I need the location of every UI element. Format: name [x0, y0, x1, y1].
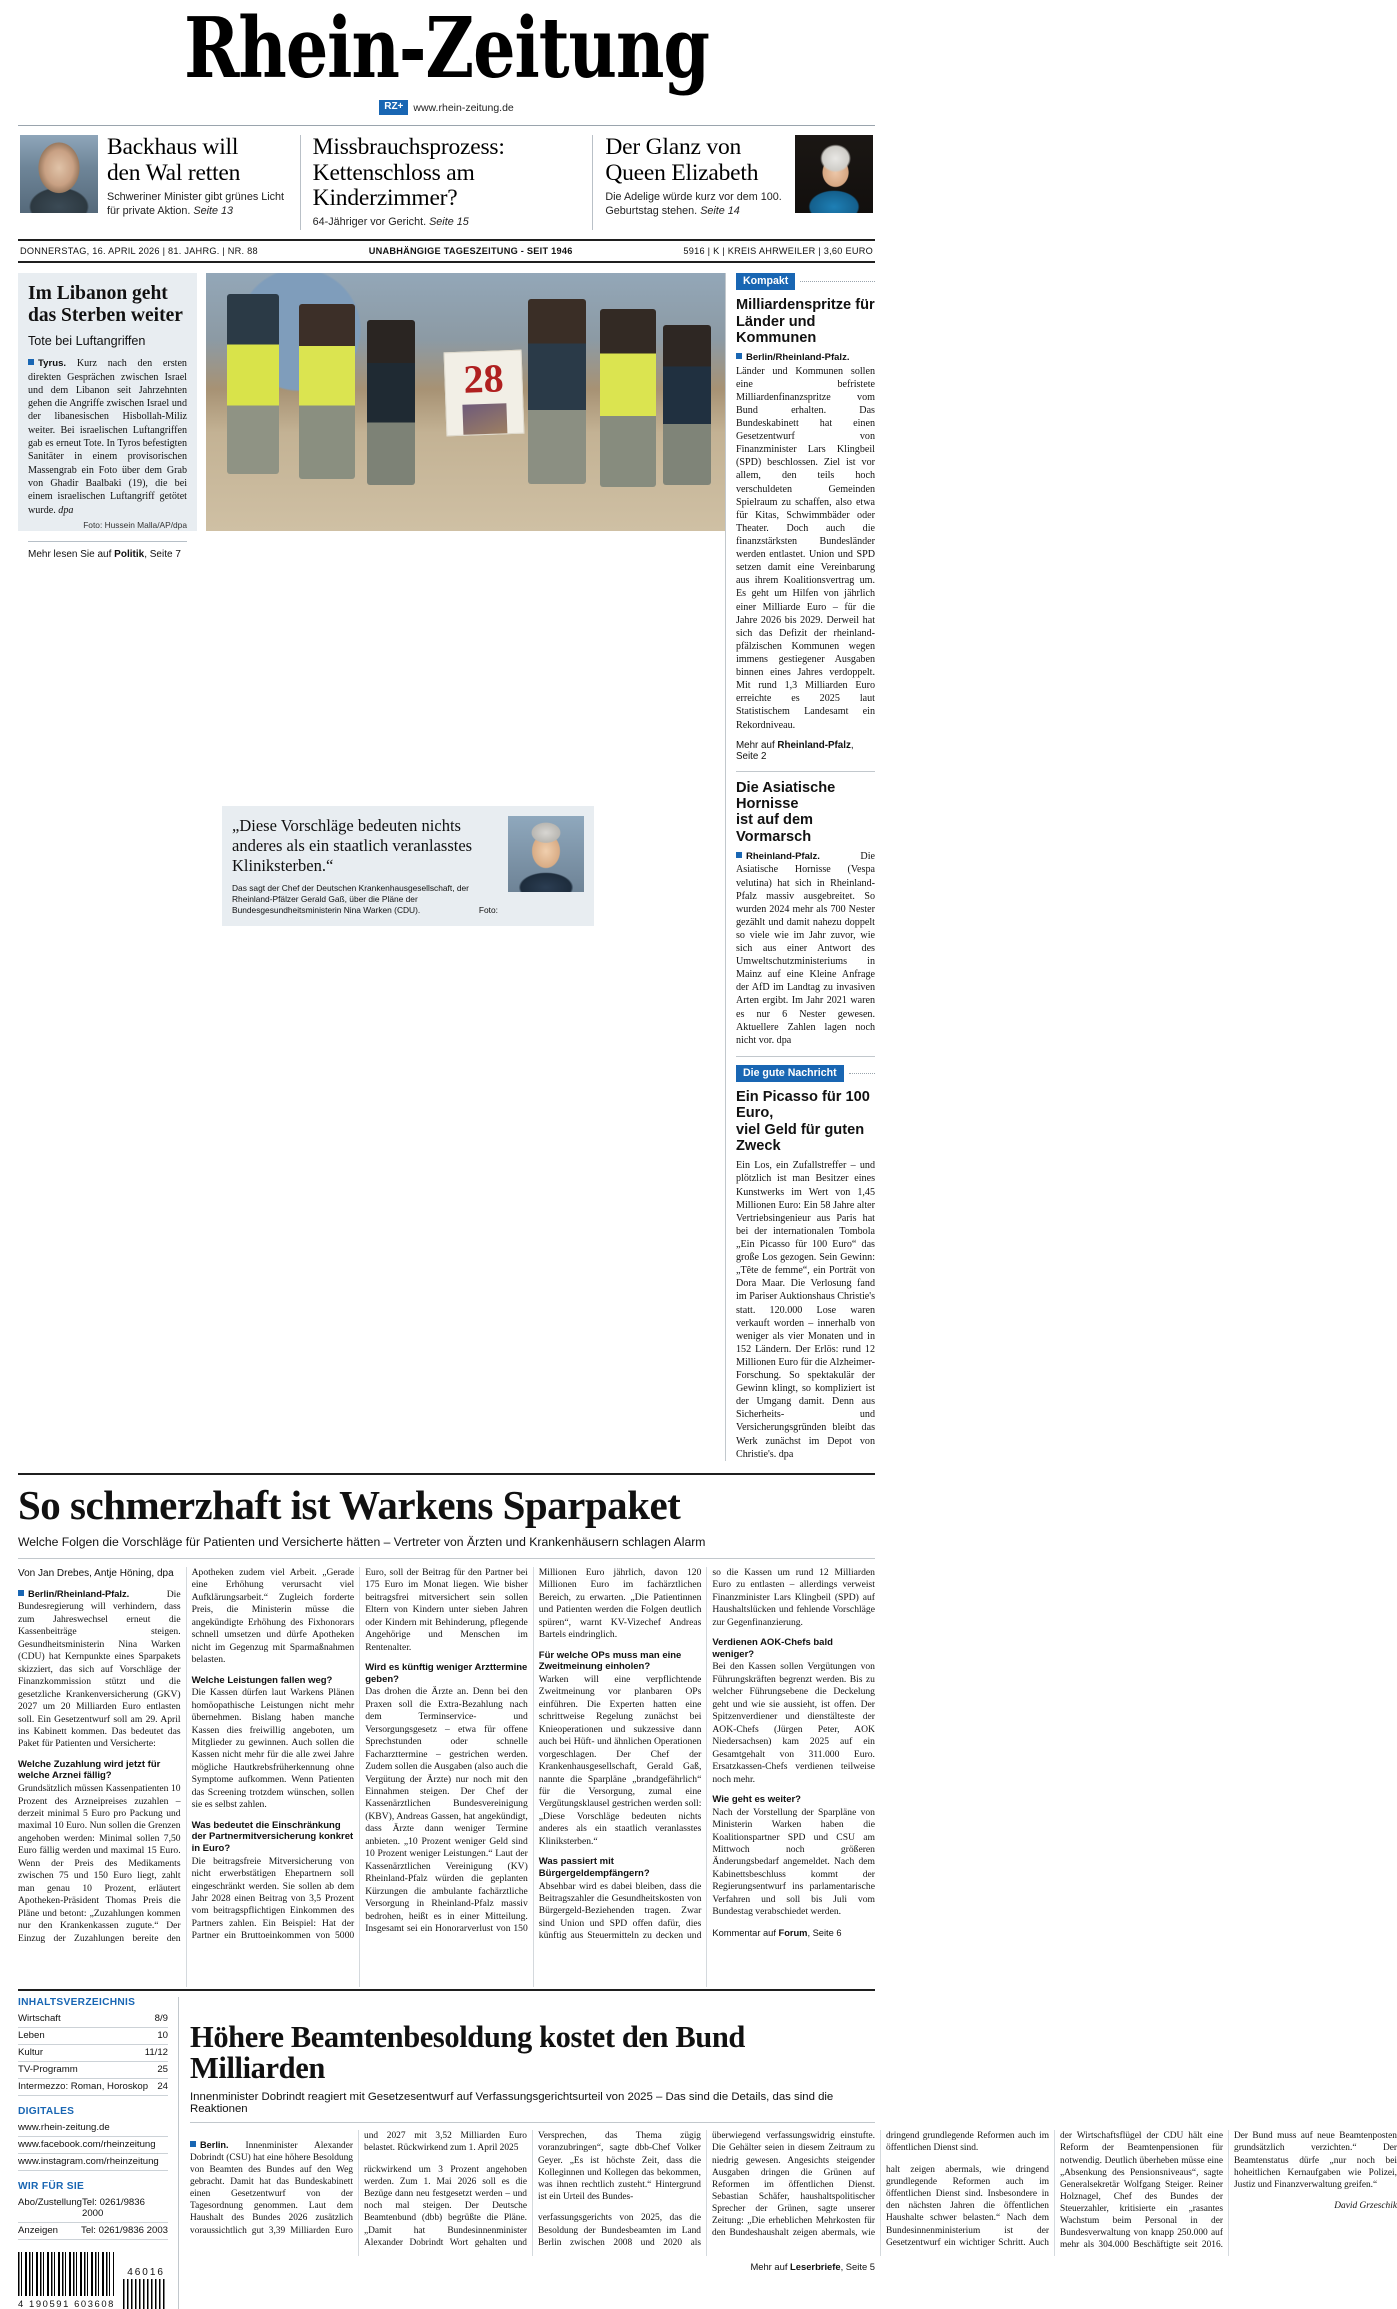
- libanon-headline: Im Libanon geht das Sterben weiter: [28, 283, 183, 327]
- bottom-story-more-link[interactable]: Mehr auf Leserbriefe, Seite 5: [750, 2261, 875, 2273]
- pull-quote-wrapper: [222, 800, 594, 934]
- kompakt-item-milliardenspritze[interactable]: [736, 297, 875, 761]
- sign-portrait-photo: [462, 403, 507, 435]
- kompakt-more-link[interactable]: Mehr auf Rheinland-Pfalz, Seite 2: [736, 739, 854, 762]
- ean-barcode: [18, 2252, 114, 2296]
- main-story-top-rule: [18, 1473, 875, 1475]
- teaser-photo-backhaus: [20, 135, 98, 213]
- main-story-answer: Die Kassen dürfen laut Warkens Plänen homöopathische Leistungen nicht mehr übernehmen. Bislang haben manche Kassen dies freiwillig angeboten, um Mitglieder zu gewinnen. Auch sollen die Kassen nicht mehr für die alle zwei Jahre mögliche Hautkrebsfrüherkennung ohne Symptome aufkommen. Wenn Patienten das Screening trotzdem wünschen, sollen sie es selbst zahlen.: [191, 1687, 355, 1811]
- toc-row[interactable]: Kultur 11/12: [18, 2045, 168, 2062]
- main-story-rule: [18, 1558, 875, 1559]
- gute-nachricht-headline: Ein Picasso für 100 Euro, viel Geld für guten Zweck: [736, 1088, 870, 1154]
- bottom-story-author: David Grzeschik: [1334, 2201, 1397, 2212]
- kompakt-headline: Milliardenspritze für Länder und Kommunen: [736, 297, 875, 346]
- main-story-question: Was bedeutet die Einschränkung der Partnermitversicherung konkret in Euro?: [191, 1819, 354, 1854]
- teaser-missbrauchsprozess[interactable]: [300, 135, 593, 230]
- libanon-dek: Tote bei Luftangriffen: [28, 333, 146, 348]
- bottom-story-rule: [190, 2122, 875, 2123]
- main-story-question: Wie geht es weiter?: [712, 1794, 801, 1805]
- tag-rule: [800, 281, 875, 282]
- libanon-photo-credit: Foto: Hussein Malla/AP/dpa: [83, 519, 187, 530]
- masthead: [18, 0, 875, 115]
- table-of-contents: [18, 1997, 178, 2309]
- teaser-photo-queen: [795, 135, 873, 213]
- bottom-story-headline: Höhere Beamtenbesoldung kostet den Bund Milliarden: [190, 2020, 745, 2086]
- bullet-square-icon: [190, 2141, 196, 2147]
- kompakt-body: Rheinland-Pfalz. Die Asiatische Hornisse (Vespa velutina) hat sich in Rheinland-Pfalz massiv ausgebreitet. So wurden 2024 mehr als 700 Nester gezählt und damit nahezu doppelt so viele wie im Jahr zuvor, wie sich aus einer Antwort des Umweltschutzministeriums in Mainz auf eine Kleine Anfrage der AfD im Landtag zu invasiven Arten ergibt. Im Jahr 2021 waren es nur 6 Nester gewesen. Aktuellere Zahlen lagen noch nicht vor. dpa: [736, 851, 875, 1046]
- bottom-story-paragraph: rückwirkend um 3 Prozent angehoben werden. Zum 1. Mai 2026 soll es die Bezüge dann neu festgesetzt werden – und noch mal steigen. Der Deutsche Beamtenbund (dbb) begrüßte die Pläne. „Damit hat Bundesinnenminister Alexander Dobrindt Wort gehalten und Versprechen, das Thema zügig voranzubringen“, sagte dbb-Chef Volker Geyer. „Es ist höchste Zeit, dass die Kolleginnen und Kollegen das bekommen, was ihnen rechtlich zusteht.“ Hintergrund ist ein Urteil des Bundes-: [364, 2131, 701, 2248]
- gute-nachricht-label: Die gute Nachricht: [736, 1065, 844, 1082]
- libanon-text: Kurz nach den ersten direkten Gesprächen zwischen Israel und dem Libanon seit Jahrzehnten gehen die Angriffe zwischen Israel und der libanesischen Hisbollah-Miliz weiter. Bei israelischen Luftangriffen gab es erneut Tote. In Tyros befestigten Sanitäter in einem provisorischen Massengrab ein Foto über dem Grab von Ghadir Baalbaki (19), die bei einem israelischen Luftangriff getötet wurde.: [28, 357, 187, 516]
- barcode-area: [18, 2252, 168, 2309]
- bullet-square-icon: [736, 353, 742, 359]
- bottom-story-dek: Innenminister Dobrindt reagiert mit Gesetzesentwurf auf Verfassungsgerichtsurteil von 2025 – Das sind die Details, das sind die Reaktionen: [190, 2091, 834, 2116]
- libanon-agency: dpa: [58, 504, 74, 516]
- bottom-story: [178, 1997, 1397, 2309]
- kompakt-item-picasso[interactable]: [736, 1089, 875, 1461]
- issue-number: 46016: [127, 2266, 165, 2278]
- digitales-link-instagram[interactable]: www.instagram.com/rheinzeitung: [18, 2154, 168, 2171]
- secondary-barcode: [123, 2279, 165, 2309]
- main-story-question: Welche Zuzahlung wird jetzt für welche Arznei fällig?: [18, 1758, 161, 1782]
- teaser-backhaus[interactable]: [18, 135, 300, 230]
- dateline-center: UNABHÄNGIGE TAGESZEITUNG - SEIT 1946: [368, 246, 573, 257]
- barcode-digits: 4 190591 603608: [18, 2297, 115, 2309]
- main-story-answer: Das drohen die Ärzte an. Denn bei den Praxen soll die Extra-Bezahlung nach dem Terminservice- und Versorgungsgesetz – etwa für offene Sprechstunden oder schnelle Facharzttermine – gestrichen werden. Zudem sollen die Ausgaben (also auch die Vergütung der Ärzte) nur noch mit den Einnahmen steigen. Der Chef der Kassenärztlichen Bundesvereinigung (KBV), Andreas Gassen, hat angekündigt, dass Ärzte dann weniger Termine anbieten. „10 Prozent weniger Geld sind 10 Prozent weniger Leistungen.“ Laut der Kassenärztlichen Vereinigung (KV) Rheinland-Pfalz würden die geplanten Kürzungen die ambulante fachärztliche Versorgung in Rheinland-Pfalz massiv bedrohen, heißt es in einer Mitteilung. Insgesamt sei ein Honorarverlust von 150 Millionen Euro jährlich, davon 120 Millionen Euro im fachärztlichen Bereich, zu erwarten. „Die Patientinnen und Patienten werden die Folgen deutlich spüren“, warnt KV-Vizechef Andreas Bartels eindringlich.: [365, 1566, 702, 1935]
- pull-quote-text: „Diese Vorschläge bedeuten nichts anderes als ein staatlich veranlasstes Kliniksterben.“: [232, 816, 473, 876]
- main-story-answer: Die beitragsfreie Mitversicherung von nicht erwerbstätigen Ehepartnern soll eingeschränkt werden. Sie sollen ab dem Jahr 2028 einen Beitrag von 3,5 Prozent vom beitragspflichtigen Einkommen des Partners zahlen. Ein Beispiel: Hat der Partner ein Bruttoeinkommen von 5000 Euro, soll der Beitrag für den Partner bei 175 Euro im Monat liegen. Wie bisher beitragsfrei mitversichert sein sollen Eltern von Kindern unter sieben Jahren oder Kindern mit Behinderung, pflegende Angehörige und Menschen im Rentenalter.: [191, 1566, 528, 1942]
- service-row-anzeigen[interactable]: Anzeigen Tel: 0261/9836 2003: [18, 2223, 168, 2240]
- main-story-question: Welche Leistungen fallen weg?: [191, 1674, 333, 1686]
- main-story-byline: Von Jan Drebes, Antje Höning, dpa: [18, 1567, 174, 1579]
- main-story-answer: Warken will eine verpflichtende Zweitmeinung vor planbaren OPs einführen. Die Experten hatten eine schrittweise Regelung zunächst bei Knieoperationen und sukzessive dann auch bei Hüft- und ähnlichen Operationen vorgeschlagen. Der Chef der Krankenhausgesellschaft, Gerald Gaß, nannte die Sparpläne „brandgefährlich“ für die Versorgung, zumal eine Vergütungsklausel gestrichen werden soll: „Diese Vorschläge bedeuten nichts anderes als ein staatlich veranlasstes Kliniksterben.“: [538, 1673, 702, 1847]
- main-story: [18, 1461, 875, 1987]
- main-story-question: Was passiert mit Bürgergeldempfängern?: [538, 1856, 650, 1879]
- kompakt-item-hornisse[interactable]: [736, 780, 875, 1047]
- main-story-columns: [18, 1567, 875, 1987]
- kompakt-column: [725, 273, 875, 1461]
- rz-plus-badge[interactable]: RZ+: [379, 100, 408, 115]
- digitales-link-facebook[interactable]: www.facebook.com/rheinzeitung: [18, 2137, 168, 2154]
- dateline-right: 5916 | K | KREIS AHRWEILER | 3,60 EURO: [683, 246, 873, 257]
- dateline-left: DONNERSTAG, 16. APRIL 2026 | 81. JAHRG. | NR. 88: [20, 246, 258, 257]
- main-story-answer: Absehbar wird es dabei bleiben, dass die Beitragszahler die Gesundheitskosten von Bürgergeld-Beziehenden tragen. Zwar sind Union und SPD offen dafür, dies künftig aus Steuermitteln zu decken und so die Kassen um rund 12 Milliarden Euro zu entlasten – allerdings verweist Finanzminister Lars Klingbeil (SPD) auf Haushaltslücken und fehlende Vorschläge zur Gegenfinanzierung.: [538, 1566, 875, 1942]
- teaser-headline: Missbrauchsprozess: Kettenschloss am Kinderzimmer?: [312, 134, 505, 212]
- teaser-strip: [18, 126, 875, 239]
- kompakt-headline: Die Asiatische Hornisse ist auf dem Vormarsch: [736, 779, 836, 845]
- website-url[interactable]: www.rhein-zeitung.de: [413, 101, 514, 114]
- pull-quote-portrait-gerald-gass: [508, 816, 584, 892]
- masthead-subline: [18, 100, 875, 115]
- teaser-dek: 64-Jähriger vor Gericht. Seite 15: [312, 216, 469, 229]
- toc-row[interactable]: Leben 10: [18, 2028, 168, 2045]
- pull-quote-box: [222, 806, 594, 926]
- libanon-body: [28, 357, 187, 517]
- pull-quote-attribution: Das sagt der Chef der Deutschen Krankenhausgesellschaft, der Rheinland-Pfälzer Gerald Gaß, über die Pläne der Bundesgesundheitsministerin Nina Warken (CDU). Foto:: [232, 883, 498, 916]
- bottom-story-paragraph: Berlin. Innenminister Alexander Dobrindt (CSU) hat eine höhere Besoldung von Beamten des Bundes auf den Weg gebracht. Damit hat das Bundeskabinett einen Gesetzentwurf von der Tagesordnung genommen. Laut dem Haushalt des Bundes 2026 zusätzlich voraussichtlich gut 3,39 Milliarden Euro und 2027 mit 3,52 Milliarden Euro belastet. Rückwirkend zum 1. April 2025: [190, 2131, 527, 2236]
- libanon-more-link[interactable]: Mehr lesen Sie auf Politik, Seite 7: [28, 541, 187, 560]
- bullet-square-icon: [18, 1590, 24, 1596]
- tag-rule: [849, 1073, 875, 1074]
- libanon-location: Tyrus.: [38, 357, 67, 369]
- grave-marker-sign: [443, 349, 524, 436]
- digitales-title: DIGITALES: [18, 2105, 75, 2117]
- toc-row[interactable]: Intermezzo: Roman, Horoskop 24: [18, 2079, 168, 2096]
- newspaper-title: Rhein-Zeitung: [184, 0, 709, 98]
- sign-number: 28: [462, 354, 505, 402]
- kompakt-divider-2: [736, 1056, 875, 1057]
- toc-title: INHALTSVERZEICHNIS: [18, 1996, 136, 2008]
- teaser-dek: Die Adelige würde kurz vor dem 100. Geburtstag stehen. Seite 14: [605, 191, 782, 217]
- toc-row[interactable]: Wirtschaft 8/9: [18, 2011, 168, 2028]
- bullet-square-icon: [736, 852, 742, 858]
- dateline-bar: [18, 241, 875, 261]
- main-story-lede: Berlin/Rheinland-Pfalz. Die Bundesregierung will verhindern, dass zum Jahreswechsel erneut die Kassenbeiträge steigen. Gesundheitsministerin Nina Warken (CDU) hat Kernpunkte eines Sparpakets skizziert, das sich auf Vorschläge der Finanzkommission stützt und die gesetzliche Krankenversicherung (GKV) 2027 um 20 Milliarden Euro entlasten soll. Ein Gesetzentwurf soll am 29. April ins Kabinett kommen. Das bedeutet das Paket für Patienten und Versicherte:: [18, 1588, 181, 1750]
- service-row-abo[interactable]: Abo/Zustellung Tel: 0261/9836 2000: [18, 2195, 168, 2223]
- main-story-question: Verdienen AOK-Chefs bald weniger?: [712, 1637, 833, 1660]
- main-story-answer: Bei den Kassen sollen Vergütungen von Führungskräften begrenzt werden. Bis zu welcher Führungsebene die Deckelung geht und wie sie aussieht, ist offen. Der Spitzenverdiener und dienstälteste der AOK-Chefs (Jürgen Peter, AOK Niedersachsen) kam 2025 auf ein Gesamtgehalt von 311.000 Euro. Ersatzkassen-Chefs verdienen teilweise noch mehr.: [712, 1661, 875, 1785]
- toc-row[interactable]: TV-Programm 25: [18, 2062, 168, 2079]
- kompakt-divider: [736, 771, 875, 772]
- bottom-story-columns: [190, 2130, 1397, 2256]
- teaser-queen-elizabeth[interactable]: [592, 135, 875, 230]
- bottom-story-paragraph: halt zeigen abermals, wie dringend grundlegende Reformen auch im öffentlichen Dienst sind. Insbesondere in den nächsten Jahren die öffentlichen Haushalte schwer belasten.“ Nach dem Bundesinnenministerium ist der Gesetzentwurf ein wichtiger Schritt. Auch der Wirtschaftsflügel der CDU hält eine Reform der Beamtenpensionen für notwendig. Deutlich überheben müsse eine „Absenkung des Pensionsniveaus“, sagte Generalsekretär Wolfgang Steiger. Reiner Holznagel, Chef des Bundes der Steuerzahler, kritisierte ein „rasantes Wachstum beim Personal in der Bundesverwaltung von knapp 250.000 auf mehr als 304.000 Beschäftigte seit 2016. Der Bund muss auf neue Beamtenposten grundsätzlich verzichten.“ Der Beamtenstatus dürfe „nur noch bei hoheitlichen Kernaufgaben wie Polizei, Justiz und Finanzverwaltung greifen.“: [886, 2131, 1397, 2251]
- teaser-headline: Backhaus will den Wal retten: [107, 134, 241, 186]
- main-story-headline: So schmerzhaft ist Warkens Sparpaket: [18, 1481, 681, 1528]
- kompakt-body: Berlin/Rheinland-Pfalz. Länder und Kommunen sollen eine befristete Milliardenfinanzspritze vom Bund erhalten. Das Bundeskabinett hat einen Gesetzentwurf von Finanzminister Lars Klingbeil (SPD) beschlossen. Ziel ist vor allem, den teils hoch verschuldeten Gemeinden Spielraum zu schaffen, also etwa für Kitas, Schwimmbäder oder Theater. Doch auch die finanzstärksten Bundesländer werden entlastet. Union und SPD setzen damit eine Vereinbarung aus ihrem Koalitionsvertrag um. Es geht um Hilfen von jährlich einer Milliarde Euro – für die Jahre 2026 bis 2029. Derweil hat sich das Defizit der rheinland- pfälzischen Kommunen wegen immens gestiegener Ausgaben binnen eines Jahres verdoppelt. Mit rund 1,3 Milliarden Euro erreichte es 2025 laut Statistischem Landesamt ein Rekordniveau.: [736, 352, 875, 731]
- main-photo-libanon: [206, 273, 725, 531]
- bottom-story-paragraph: verfassungsgerichts von 2025, das die Besoldung der Bundesbeamten im Land Berlin zwischen 2008 und 2020 als überwiegend verfassungswidrig einstufte. Die Gehälter seien in diesem Zeitraum zu niedrig gewesen. Angesichts steigender Ausgaben dringen die Grünen auf Reformen im öffentlichen Dienst. Sebastian Schäfer, haushaltspolitischer Sprecher der Grünen, sagte unserer Zeitung: „Die erheblichen Mehrkosten für den Bundeshaushalt zeigen abermals, wie dringend grundlegende Reformen auch im öffentlichen Dienst sind.: [538, 2131, 1049, 2248]
- main-story-answer: Grundsätzlich müssen Kassenpatienten 10 Prozent des Arzneipreises zuzahlen – derzeit minimal 5 Euro pro Packung und maximal 10 Euro. Nun sollen die Grenzen angehoben werden: Minimal sollen 7,50 Euro fällig werden und maximal 15 Euro. Wenn der Preis des Medikaments zwischen 75 und 150 Euro liegt, zahlt man genau 10 Prozent, erläutert Apotheken-Präsident Thomas Preis die Pläne und betont: „Zuzahlungen kommen nur den Krankenkassen zugute.“ Der Einzug der Zuzahlungen bereite den Apotheken zudem viel Arbeit. „Gerade eine Erhöhung verursacht viel Aufklärungsarbeit.“ Zugleich forderte Preis, die Ministerin müsse die angekündigte Erhöhung des Fixhonorars schnell umsetzen und dürfe Apotheken nicht im Gegenzug mit Sparmaßnahmen belasten.: [18, 1566, 355, 1944]
- main-story-question: Für welche OPs muss man eine Zweitmeinung einholen?: [538, 1649, 682, 1673]
- gute-nachricht-tag: [736, 1065, 875, 1082]
- kompakt-section-tag: [736, 273, 875, 290]
- main-story-answer: Nach der Vorstellung der Sparpläne von Ministerin Warken haben die Koalitionspartner SPD und CSU am Mittwoch noch größeren Änderungsbedarf angemeldet. Nach dem Kabinettsbeschluss kommt der Regierungsentwurf ins parlamentarische Verfahren und soll bis Juli vom Bundestag verabschiedet werden.: [712, 1806, 875, 1918]
- teaser-headline: Der Glanz von Queen Elizabeth: [605, 134, 759, 186]
- libanon-column: [18, 273, 206, 1461]
- main-story-footer-link[interactable]: Kommentar auf Forum, Seite 6: [712, 1927, 842, 1938]
- teaser-dek: Schweriner Minister gibt grünes Licht für private Aktion. Seite 13: [107, 191, 285, 217]
- service-title: WIR FÜR SIE: [18, 2180, 85, 2192]
- main-story-question: Wird es künftig weniger Arzttermine geben?: [365, 1662, 528, 1685]
- pull-quote-photo-credit: Foto:: [478, 905, 498, 916]
- libanon-story[interactable]: [18, 273, 197, 560]
- gute-nachricht-body: Ein Los, ein Zufallstreffer – und plötzlich ist man Besitzer eines Kunstwerks im Wert von 1,45 Millionen Euro: Ein 58 Jahre alter Vertriebsingenieur aus Paris hat bei der internationalen Tombola „Ein Picasso für 100 Euro“ das große Los gezogen. Sein Gewinn: „Tête de femme“, ein Porträt von Dora Maar. Die Verlosung fand im Pariser Auktionshaus Christie's statt. 120.000 Lose waren verkauft worden – innerhalb von weniger als vier Monaten und in 152 Ländern. Der Erlös: rund 12 Millionen Euro für die Alzheimer-Forschung. So spektakulär der Gewinn klingt, so kompliziert ist der Umgang damit. Denn aus Sicherheits- und Versicherungsgründen bleibt das Werk zunächst im Depot von Christie's. dpa: [736, 1160, 875, 1460]
- digitales-link-web[interactable]: www.rhein-zeitung.de: [18, 2120, 168, 2137]
- main-story-dek: Welche Folgen die Vorschläge für Patienten und Versicherte hätten – Vertreter von Ärzten und Krankenhäusern schlagen Alarm: [18, 1534, 706, 1549]
- bullet-square-icon: [28, 359, 34, 365]
- kompakt-label: Kompakt: [736, 273, 795, 290]
- bottom-section: [18, 1991, 1397, 2309]
